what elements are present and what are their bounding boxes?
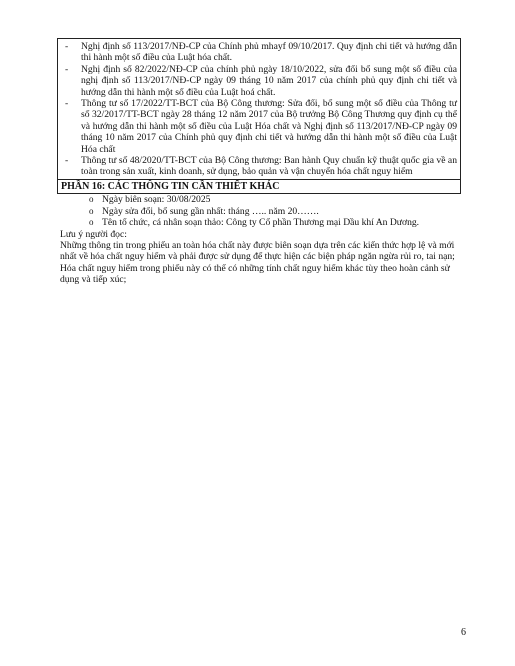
regulation-text: Nghị định số 113/2017/NĐ-CP của Chính phủ mhayf 09/10/2017. Quy định chi tiết và hướng dẫn thi hành một số điều của Luật hóa chất. <box>81 41 457 64</box>
document-page <box>57 38 461 286</box>
circle-bullet-icon: o <box>89 217 94 228</box>
regulation-item <box>61 155 457 178</box>
regulation-text: Thông tư số 48/2020/TT-BCT của Bộ Công thương: Ban hành Quy chuẩn kỹ thuật quốc gia về an toàn trong sản xuất, kinh doanh, sử dụng, bảo quản và vận chuyển hóa chất nguy hiểm <box>81 155 457 178</box>
regulation-item <box>61 64 457 98</box>
regulation-item <box>61 98 457 155</box>
section-16-heading: PHẦN 16: CÁC THÔNG TIN CẦN THIẾT KHÁC <box>58 179 460 194</box>
info-item <box>57 194 461 205</box>
list-marker: - <box>65 155 69 167</box>
regulation-list <box>61 41 457 178</box>
regulations-box <box>57 38 461 194</box>
list-marker: - <box>65 63 69 75</box>
note-heading: Lưu ý người đọc: <box>60 228 127 240</box>
author-organization: Tên tổ chức, cá nhân soạn thảo: Công ty Cổ phần Thương mại Dầu khí An Dương. <box>102 217 420 229</box>
page-number: 6 <box>461 627 466 638</box>
list-marker: - <box>65 98 69 110</box>
section-16-info-list <box>57 194 461 228</box>
compile-date: Ngày biên soạn: 30/08/2025 <box>102 194 211 206</box>
regulation-text: Nghị định số 82/2022/NĐ-CP của chính phủ ngày 18/10/2022, sửa đổi bổ sung một số điều của nghị định số 113/2017/NĐ-CP ngày 09 tháng 10 năm 2017 của chính phủ quy định chi tiết và hướng dẫn thi hành một số điều của Luật hoá chất. <box>81 63 457 98</box>
circle-bullet-icon: o <box>89 205 94 216</box>
info-item <box>57 217 461 228</box>
regulation-item <box>61 41 457 64</box>
revision-date: Ngày sửa đổi, bổ sung gần nhất: tháng ….. năm 20……. <box>102 205 319 217</box>
circle-bullet-icon: o <box>89 194 94 205</box>
list-marker: - <box>65 41 69 52</box>
info-item <box>57 206 461 217</box>
reader-notes <box>57 229 461 286</box>
note-paragraph: Hóa chất nguy hiểm trong phiếu này có thể có những tính chất nguy hiểm khác tùy theo hoàn cảnh sử dụng và tiếp xúc; <box>60 262 450 286</box>
note-paragraph: Những thông tin trong phiếu an toàn hóa chất này được biên soạn dựa trên các kiến thức hợp lệ và mới nhất về hóa chất nguy hiểm và phải được sử dụng để thực hiện các biện pháp ngăn ngừa rủi ro, tai nạn; <box>60 239 455 263</box>
regulation-text: Thông tư số 17/2022/TT-BCT của Bộ Công thương: Sửa đổi, bổ sung một số điều của Thông tư số 32/2017/TT-BCT ngày 28 tháng 12 năm 2017 của Bộ trưởng Bộ Công Thương quy định cụ thể và hướng dẫn thi hành một số điều của Luật Hóa chất và Nghị định số 113/2017/NĐ-CP ngày 09 tháng 10 năm 2017 của Chính phủ quy định chi tiết và hướng dẫn thi hành một số điều của Luật Hóa chất <box>81 98 457 155</box>
